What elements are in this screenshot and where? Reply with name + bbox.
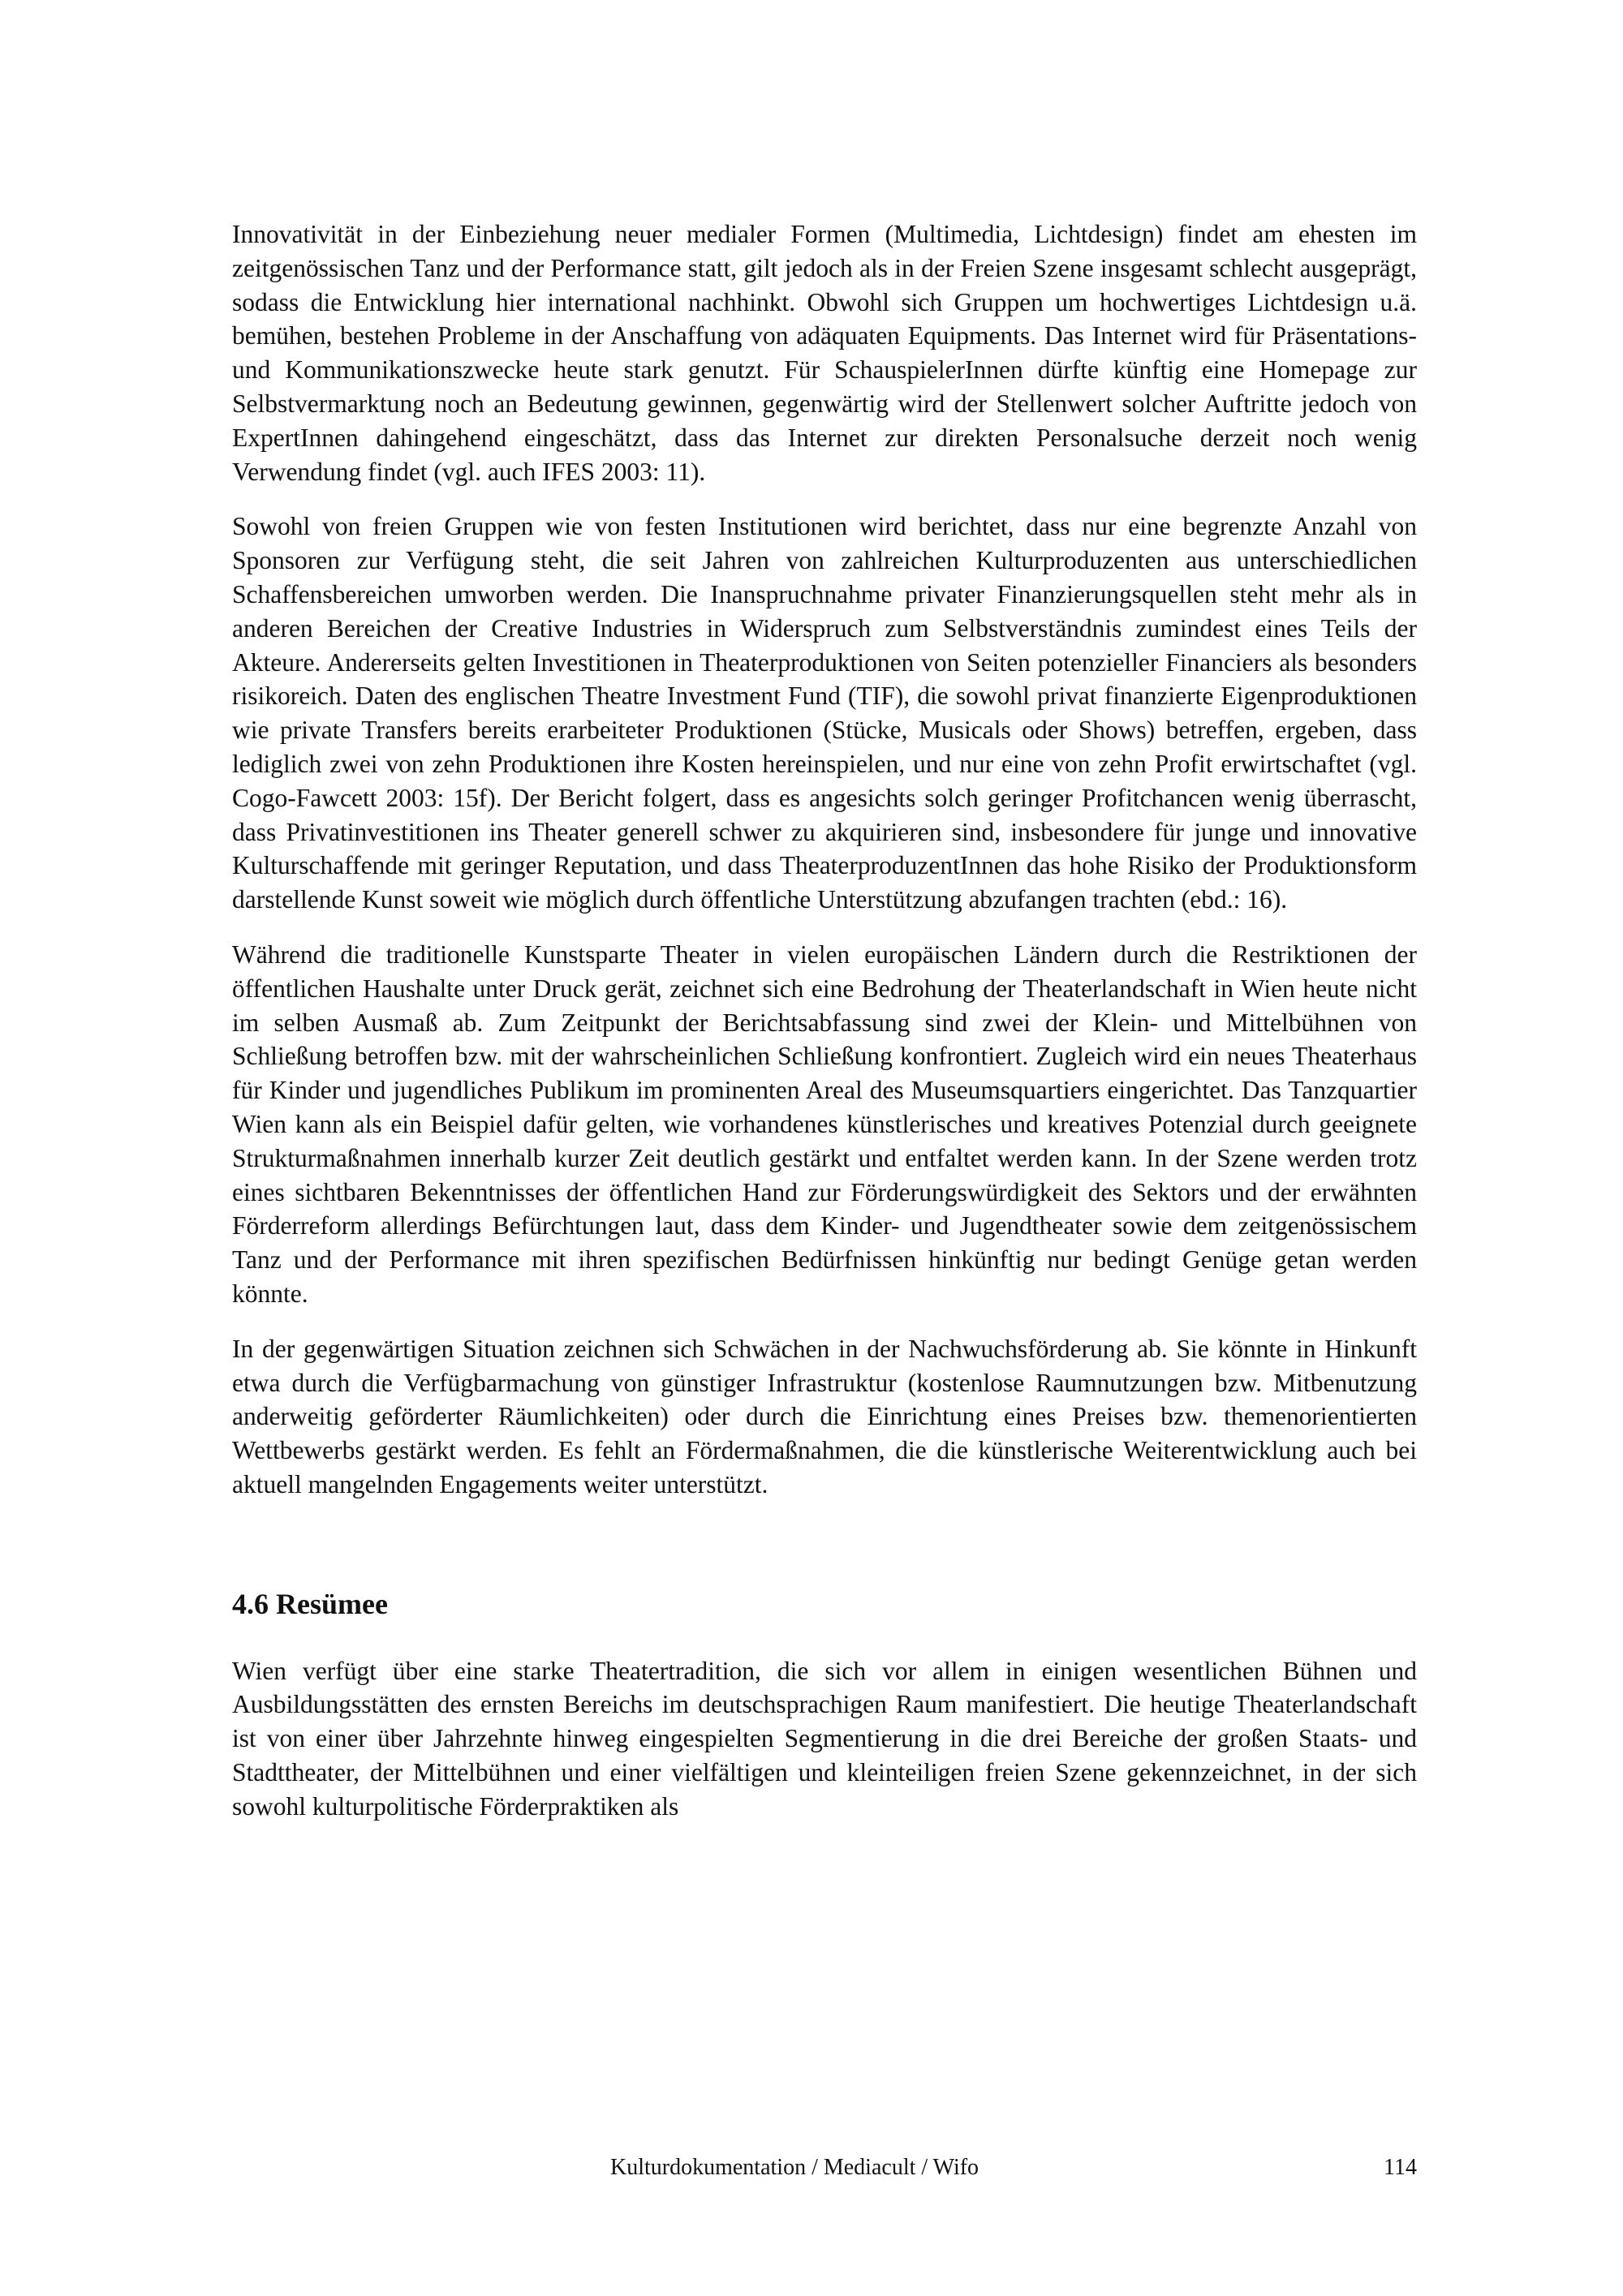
page-number: 114 — [1384, 2155, 1417, 2180]
paragraph-theater-landscape: Während die traditionelle Kunstsparte Theater in vielen europäischen Ländern durch die Restriktionen der öffentlichen Haushalte unter Druck gerät, zeichnet sich eine Bedrohung der Theaterlandschaft in Wien heute nicht im selben Ausmaß ab. Zum Zeitpunkt der Berichtsabfassung sind zwei der Klein- und Mittelbühnen von Schließung betroffen bzw. mit der wahrscheinlichen Schließung konfrontiert. Zugleich wird ein neues Theaterhaus für Kinder und jugendliches Publikum im prominenten Areal des Museumsquartiers eingerichtet. Das Tanzquartier Wien kann als ein Beispiel dafür gelten, wie vorhandenes künstlerisches und kreatives Potenzial durch geeignete Strukturmaßnahmen innerhalb kurzer Zeit deutlich gestärkt und entfaltet werden kann. In der Szene werden trotz eines sichtbaren Bekenntnisses der öffentlichen Hand zur Förderungswürdigkeit des Sektors und der erwähnten Förderreform allerdings Befürchtungen laut, dass dem Kinder- und Jugendtheater sowie dem zeitgenössischem Tanz und der Performance mit ihren spezifischen Bedürfnissen hinkünftig nur bedingt Genüge getan werden könnte. — [232, 939, 1417, 1308]
paragraph-media-innovation: Innovativität in der Einbeziehung neuer medialer Formen (Multimedia, Lichtdesign) findet am ehesten im zeitgenössischen Tanz und der Performance statt, gilt jedoch als in der Freien Szene insgesamt schlecht ausgeprägt, sodass die Entwicklung hier international nachhinkt. Obwohl sich Gruppen um hochwertiges Lichtdesign u.ä. bemühen, bestehen Probleme in der Anschaffung von adäquaten Equipments. Das Internet wird für Präsentations- und Kommunikationszwecke heute stark genutzt. Für SchauspielerInnen dürfte künftig eine Homepage zur Selbstvermarktung noch an Bedeutung gewinnen, gegenwärtig wird der Stellenwert solcher Auftritte jedoch von ExpertInnen dahingehend eingeschätzt, dass das Internet zur direkten Personalsuche derzeit noch wenig Verwendung findet (vgl. auch IFES 2003: 11). — [232, 220, 1417, 486]
paragraph-youth-promotion: In der gegenwärtigen Situation zeichnen sich Schwächen in der Nachwuchsförderung ab. Sie könnte in Hinkunft etwa durch die Verfügbarmachung von günstiger Infrastruktur (kostenlose Raumnutzungen bzw. Mitbenutzung anderweitig geförderter Räumlichkeiten) oder durch die Einrichtung eines Preises bzw. themenorientierten Wettbewerbs gestärkt werden. Es fehlt an Fördermaßnahmen, die die künstlerische Weiterentwicklung auch bei aktuell mangelnden Engagements weiter unterstützt. — [232, 1334, 1417, 1498]
page-body — [232, 217, 1417, 1845]
footer-source: Kulturdokumentation / Mediacult / Wifo — [610, 2155, 979, 2180]
paragraph-summary: Wien verfügt über eine starke Theatertradition, die sich vor allem in einigen wesentlichen Bühnen und Ausbildungsstätten des ernsten Bereichs im deutschsprachigen Raum manifestiert. Die heutige Theaterlandschaft ist von einer über Jahrzehnte hinweg eingespielten Segmentierung in die drei Bereiche der großen Staats- und Stadttheater, der Mittelbühnen und einer vielfältigen und kleinteiligen freien Szene gekennzeichnet, in der sich sowohl kulturpolitische Förderpraktiken als — [232, 1656, 1417, 1821]
section-heading: 4.6 Resümee — [232, 1587, 388, 1620]
paragraph-sponsoring: Sowohl von freien Gruppen wie von festen Institutionen wird berichtet, dass nur eine begrenzte Anzahl von Sponsoren zur Verfügung steht, die seit Jahren von zahlreichen Kulturproduzenten aus unterschiedlichen Schaffensbereichen umworben werden. Die Inanspruchnahme privater Finanzierungsquellen steht mehr als in anderen Bereichen der Creative Industries in Widerspruch zum Selbstverständnis zumindest eines Teils der Akteure. Andererseits gelten Investitionen in Theaterproduktionen von Seiten potenzieller Financiers als besonders risikoreich. Daten des englischen Theatre Investment Fund (TIF), die sowohl privat finanzierte Eigenproduktionen wie private Transfers bereits erarbeiteter Produktionen (Stücke, Musicals oder Shows) betreffen, ergeben, dass lediglich zwei von zehn Produktionen ihre Kosten hereinspielen, und nur eine von zehn Profit erwirtschaftet (vgl. Cogo-Fawcett 2003: 15f). Der Bericht folgert, dass es angesichts solch geringer Profitchancen wenig überrascht, dass Privatinvestitionen ins Theater generell schwer zu akquirieren sind, insbesondere für junge und innovative Kulturschaffende mit geringer Reputation, und dass TheaterproduzentInnen das hohe Risiko der Produktionsform darstellende Kunst soweit wie möglich durch öffentliche Unterstützung abzufangen trachten (ebd.: 16). — [232, 512, 1417, 914]
